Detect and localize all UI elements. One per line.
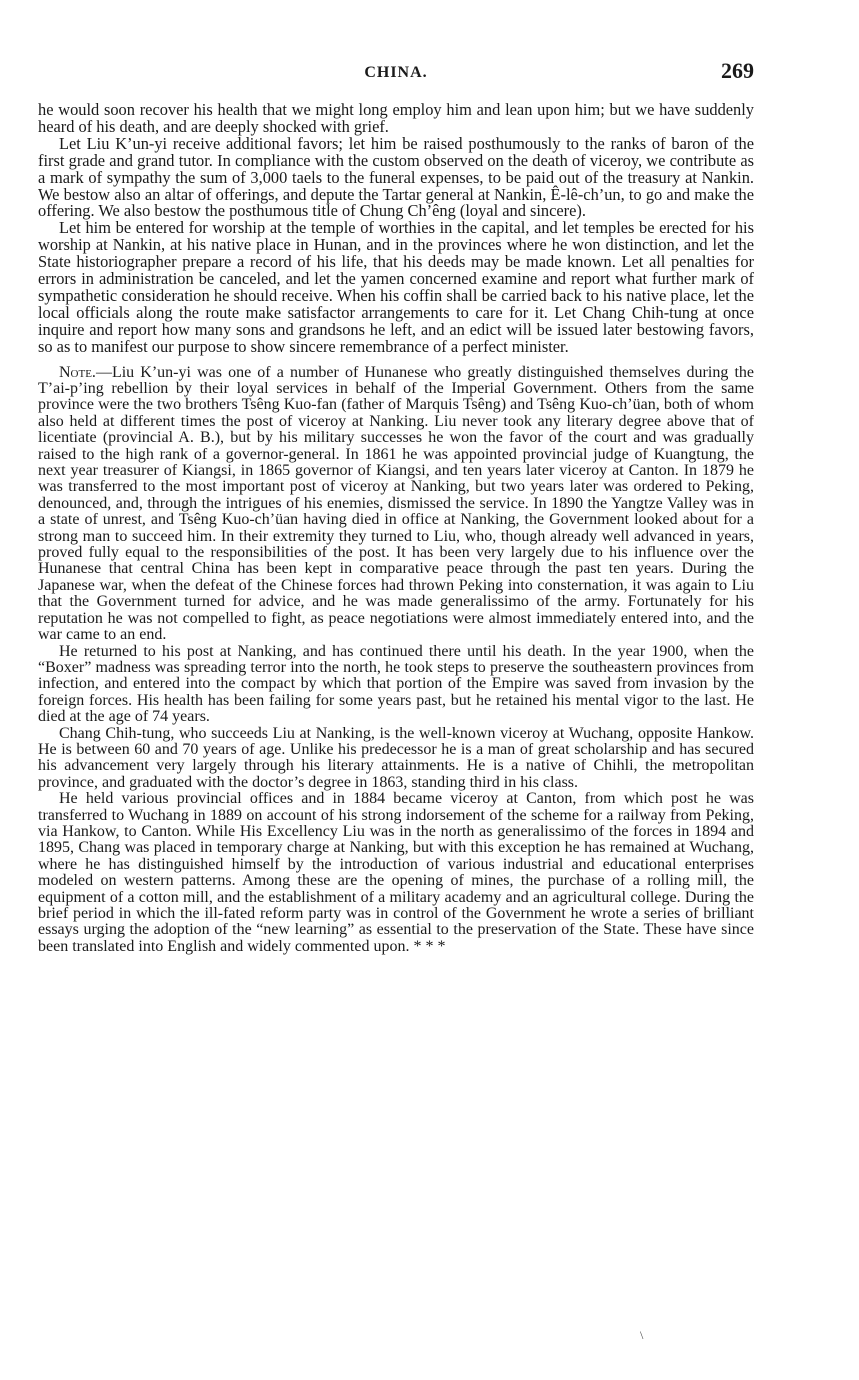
running-head-title: CHINA. bbox=[364, 64, 428, 81]
note-section bbox=[38, 365, 754, 956]
decree-paragraph: he would soon recover his health that we might long employ him and lean upon him; but we have suddenly heard of his death, and are deeply shocked with grief. bbox=[38, 100, 754, 136]
note-paragraph-text: —Liu K’un-yi was one of a number of Hunanese who greatly distinguished themselves during the T’ai-p’ing rebellion by their loyal services in behalf of the Imperial Government. Others from the same province were the two brothers Tsêng Kuo-fan (father of Marquis Tsêng) and Tsêng Kuo-ch’üan, both of whom also held at different times the post of viceroy at Nanking. Liu never took any literary degree above that of licentiate (provincial A. B.), but by his military successes he won the favor of the court and was gradually raised to the high rank of a governor-general. In 1861 he was appointed provincial judge of Kuangtung, the next year treasurer of Kiangsi, in 1865 governor of Kiangsi, and ten years later viceroy at Canton. In 1879 he was transferred to the most important post of viceroy at Nanking, but two years later was ordered to Peking, denounced, and, through the intrigues of his enemies, dismissed the service. In 1890 the Yangtze Valley was in a state of unrest, and Tsêng Kuo-ch’üan having died in office at Nanking, the Government looked about for a strong man to succeed him. In their extremity they turned to Liu, who, though already well advanced in years, proved fully equal to the responsibilities of the post. It has been very largely due to his influence over the Hunanese that central China has been kept in comparative peace through the past ten years. During the Japanese war, when the defeat of the Chinese forces had thrown Peking into consternation, it was again to Liu that the Government turned for advice, and he was made generalissimo of the army. Fortunately for his reputation he was not compelled to fight, as peace negotiations were almost immediately entered into, and the war came to an end. bbox=[38, 363, 754, 644]
document-page bbox=[38, 58, 754, 955]
page-number: 269 bbox=[721, 58, 754, 83]
running-head bbox=[38, 58, 754, 88]
note-paragraph: He held various provincial offices and in 1884 became viceroy at Canton, from which post he was transferred to Wuchang in 1889 on account of his strong indorsement of the scheme for a railway from Peking, via Hankow, to Canton. While His Excellency Liu was in the north as generalissimo of the forces in 1894 and 1895, Chang was placed in temporary charge at Nanking, but with this exception he has remained at Wuchang, where he has distinguished himself by the introduction of various industrial and educational enterprises modeled on western patterns. Among these are the opening of mines, the purchase of a rolling mill, the equipment of a cotton mill, and the establishment of a military academy and an agricultural college. During the brief period in which the ill-fated reform party was in control of the Government he wrote a series of brilliant essays urging the adoption of the “new learning” as essential to the preservation of the State. These have since been translated into English and widely commented upon. * * * bbox=[38, 790, 754, 955]
note-paragraph bbox=[38, 365, 754, 644]
note-label: Note. bbox=[59, 363, 96, 381]
stray-mark: \ bbox=[640, 1328, 644, 1342]
note-paragraph: He returned to his post at Nanking, and has continued there until his death. In the year 1900, when the “Boxer” madness was spreading terror into the north, he took steps to preserve the southeastern provinces from infection, and entered into the compact by which that portion of the Empire was saved from invasion by the foreign forces. His health has been failing for some years past, but he retained his mental vigor to the last. He died at the age of 74 years. bbox=[38, 642, 754, 726]
decree-text bbox=[38, 102, 754, 356]
decree-paragraph: Let him be entered for worship at the temple of worthies in the capital, and let temples be erected for his worship at Nankin, at his native place in Hunan, and in the provinces where he won distinction, and let the State historiographer prepare a record of his life, that his deeds may be made known. Let all penalties for errors in administration be canceled, and let the yamen concerned examine and report what further mark of sympathetic consideration he should receive. When his coffin shall be carried back to his native place, let the local officials along the route make satisfactor arrangements to care for it. Let Chang Chih-tung at once inquire and report how many sons and grandsons he left, and an edict will be issued later bestowing favors, so as to manifest our purpose to show sincere remembrance of a perfect minister. bbox=[38, 218, 754, 356]
decree-paragraph: Let Liu K’un-yi receive additional favors; let him be raised posthumously to the ranks of baron of the first grade and grand tutor. In compliance with the custom observed on the death of viceroy, we contribute as a mark of sympathy the sum of 3,000 taels to the funeral expenses, to be paid out of the treasury at Nankin. We bestow also an altar of offerings, and depute the Tartar general at Nankin, Ê-lê-ch’un, to go and make the offering. We also bestow the posthumous title of Chung Ch’êng (loyal and sincere). bbox=[38, 133, 754, 221]
note-paragraph: Chang Chih-tung, who succeeds Liu at Nanking, is the well-known viceroy at Wuchang, opposite Hankow. He is between 60 and 70 years of age. Unlike his predecessor he is a man of great scholarship and has secured his advancement very largely through his literary attainments. He is a native of Chihli, the metropolitan province, and graduated with the doctor’s degree in 1863, standing third in his class. bbox=[38, 724, 754, 791]
